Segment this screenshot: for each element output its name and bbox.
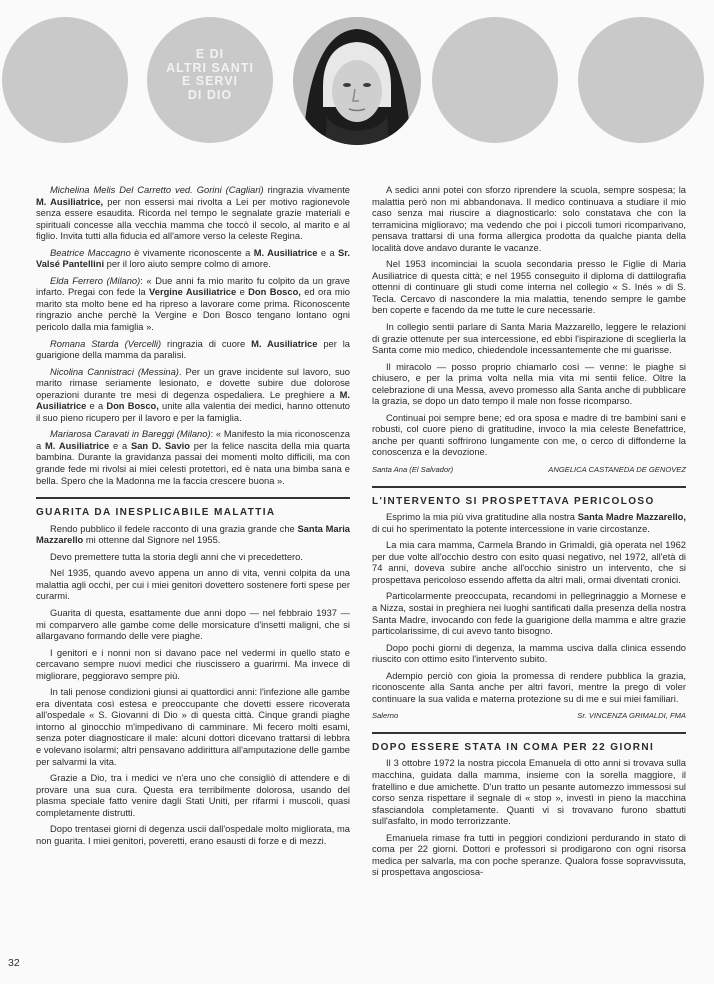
article-paragraph: Il 3 ottobre 1972 la nostra piccola Emanuela di otto anni si trovava sulla macchina, guidata dalla mamma, insieme con la sorella maggiore, il fratellino e due amichette. D'un tratto un pesante automezzo immessosi sul corso senza rispettare il segnale di « stop », investì in pieno la macchina sfasciandola completamente. Quanti vi si trovavano furono sbattuti sull'asfalto, in modo terrorizzante. [372,758,686,827]
article-paragraph: Continuai poi sempre bene; ed ora sposa e madre di tre bambini sani e robusti, col cuore pieno di gratitudine, invoco la mia celeste Benefattrice, anche per quanti soffrirono lungamente con me, o cerco di diffonderne la conoscenza e la devozione. [372,412,686,458]
article-paragraph: In collegio sentii parlare di Santa Maria Mazzarello, leggere le relazioni di grazie ottenute per sua intercessione, ed ebbi l'ispirazione di sceglierla la Santa come mio medico, chiedendole incessantemente che mi guarisse. [372,322,686,356]
left-column [36,185,350,852]
article-paragraph: Adempio perciò con gioia la promessa di rendere pubblica la grazia, riconoscente alla Santa anche per altri favori, mentre la prego di voler continuare la sua valida e materna protezione su di me e sui miei familiari. [372,670,686,704]
article-paragraph: In tali penose condizioni giunsi ai quattordici anni: l'infezione alle gambe era diventata così estesa e preoccupante che dovetti essere ricoverata all'ospedale « S. Giovanni di Dio » di questa città. Cinque grandi piaghe intorno al ginocchio m'impedivano di camminare. Mi fecero molti esami, senza poter diagnosticare il male: alcuni dottori dicevano trattarsi di lebbra e volevano isolarmi; altri pensavano addirittura all'amputazione delle gambe per salvarmi la vita. [36,687,350,767]
section-title-line: DI DIO [187,87,233,102]
signature-name: Sr. VINCENZA GRIMALDI, FMA [577,711,686,721]
testimony-paragraph: Nicolina Cannistraci (Messina). Per un grave incidente sul lavoro, suo marito rimase seriamente lesionato, e dovette subire due dolorose operazioni durante tre mesi di degenza ospedaliera. Le preghiere a M. Ausiliatrice e a Don Bosco, unite alla valentia dei medici, hanno ottenuto il suo pieno ricupero per il lavoro e per la famiglia. [36,366,351,423]
article-paragraph: Devo premettere tutta la storia degli anni che vi precedettero. [50,551,303,562]
right-column [372,185,686,884]
section-title [147,48,273,102]
article-heading: L'INTERVENTO SI PROSPETTAVA PERICOLOSO [372,495,655,507]
signature-place: Salerno [372,711,399,721]
decorative-circle [2,17,128,143]
section-divider [372,486,686,488]
article-paragraph: Rendo pubblico il fedele racconto di una grazia grande che Santa Maria Mazzarello mi ottenne dal Signore nel 1955. [36,523,351,546]
article-paragraph: Il miracolo — posso proprio chiamarlo così — venne: le piaghe si chiusero, e per la prima volta nella mia vita mi sentii felice. Oltre la celebrazione di una Messa, avevo promesso alla Santa anche di pubblicare la grazia, se dopo un dato tempo il male non fosse ricomparso. [372,361,686,407]
testimony-paragraph: Mariarosa Caravati in Bareggi (Milano): « Manifesto la mia riconoscenza a M. Ausiliatrice e a San D. Savio per la felice nascita della mia quarta bambina. Durante la gravidanza passai dei momenti molto difficili, ma con grande fede mi rivolsi ai miei celesti protettori, ed è nata una bimba sana e bella. Spero che la Madonna me la faccia crescere buona ». [36,429,350,486]
article-heading: DOPO ESSERE STATA IN COMA PER 22 GIORNI [372,741,655,753]
article-paragraph: Particolarmente preoccupata, recandomi in pellegrinaggio a Mornese e a Nizza, sostai in preghiera nei luoghi santificati dalla presenza della nostra Santa Madre, invocando con fede la guarigione della mamma e altre grazie particolarissime, di cui avevo tanto bisogno. [372,591,686,637]
page-number: 32 [8,957,20,969]
article-paragraph: Dopo trentasei giorni di degenza uscii dall'ospedale molto migliorata, ma non guarita. I miei genitori, poveretti, erano esausti di forze e di mezzi. [36,824,350,846]
section-title-line: E DI [195,47,225,61]
article-paragraph: Emanuela rimase fra tutti in peggiori condizioni perdurando in stato di coma per 22 giorni. Dottori e professori si prodigarono con ogni risorsa medica per salvarla, ma con poche speranze. Qualora fosse sopravvissuta, si prospettava angosciosa- [372,832,686,878]
signature-name: ANGELICA CASTANEDA DE GENOVEZ [548,465,686,475]
article-paragraph: Dopo pochi giorni di degenza, la mamma usciva dalla clinica essendo riuscito con ottimo esito l'intervento subito. [372,642,686,665]
article-paragraph: I genitori e i nonni non si davano pace nel vedermi in quello stato e cercavano sempre nuovi medici che riuscissero a guarirmi. Ma invece di migliorare, peggioravo sempre più. [36,647,350,681]
decorative-circle [432,17,558,143]
article-heading: GUARITA DA INESPLICABILE MALATTIA [36,507,276,519]
article-paragraph: Nel 1935, quando avevo appena un anno di vita, venni colpita da una malattia agli occhi, per cui i miei genitori dovettero sostenere forti spese per curarmi. [36,568,350,602]
article-paragraph: A sedici anni potei con sforzo riprendere la scuola, sempre sospesa; la malattia però non mi abbandonava. Il medico continuava a studiare il mio caso senza mai riuscire a diagnosticarlo: solo constatava che con la terramicina miglioravo; ma vedendo che poi i piccoli tumori ricomparivano, pensava trattarsi di una forma allergica prodotta da qualche pianta della località dove andavo durante le vacanze. [372,185,686,253]
section-title-line: ALTRI SANTI [166,60,254,75]
article-paragraph: Esprimo la mia più viva gratitudine alla nostra Santa Madre Mazzarello, di cui ho sperimentato la potente intercessione in varie circostanze. [372,512,686,534]
article-paragraph: Guarita di questa, esattamente due anni dopo — nel febbraio 1937 — mi comparvero alle gambe come delle morsicature d'insetti maligni, che si allargavano formando delle vere piaghe. [36,607,350,642]
testimony-paragraph: Romana Starda (Vercelli) ringrazia di cuore M. Ausiliatrice per la guarigione della mamma da paralisi. [36,338,350,361]
section-title-line: E SERVI [181,74,239,88]
article-paragraph: La mia cara mamma, Carmela Brando in Grimaldi, già operata nel 1962 per due volte all'occhio destro con esito quasi negativo, nel 1972, all'età di 74 anni, doveva subire anche all'occhio sinistro un intervento, che si prospettava pericoloso essendo affetta da altri mali, ormai diventati cronici. [372,540,686,585]
testimony-paragraph: Michelina Melis Del Carretto ved. Gorini (Cagliari) ringrazia vivamente M. Ausiliatrice, per non essersi mai rivolta a Lei per motivo ragionevole senza essere esaudita. Ricorda nel tempo le segnalate grazie materiali e spirituali concesse alla vecchia mamma che toccò il secolo, al marito e al figlio. Invita tutti alla fiducia ed all'amore verso la celeste Regina. [36,185,350,242]
section-divider [36,497,350,499]
article-paragraph: Nel 1953 incominciai la scuola secondaria presso le Figlie di Maria Ausiliatrice di questa città; e nel 1955 conseguito il diploma di dattilografia ottenni di continuare gli studi come interna nel collegio « S. Inés » di S. Tecla. Cercavo di nascondere la mia malattia, tenendo sempre le gambe ben coperte e facendo da me tutte le cure necessarie. [372,259,686,316]
signature [372,710,686,722]
testimony-paragraph: Elda Ferrero (Milano): « Due anni fa mio marito fu colpito da un grave infarto. Pregai con fede la Vergine Ausiliatrice e Don Bosco, ed ora mio marito sta molto bene ed ha ripreso a lavorare come prima. Riconoscente ringrazio anche perchè la Vergine e Don Bosco tengano lontano ogni pericolo dalla mia famiglia ». [36,275,350,333]
signature-place: Santa Ana (El Salvador) [372,465,454,475]
article-paragraph: Grazie a Dio, tra i medici ve n'era uno che consigliò di attendere e di provare una sua cura. Questa era terribilmente dolorosa, usando del plasma speciale fatto venire dagli Stati Uniti, per rifarmi i muscoli, quasi completamente distrutti. [36,773,350,818]
nun-portrait [293,17,421,145]
section-divider [372,732,686,734]
testimony-paragraph: Beatrice Maccagno è vivamente riconoscente a M. Ausiliatrice e a Sr. Valsé Pantellini per il loro aiuto sempre colmo di amore. [36,247,350,270]
decorative-circle [578,17,704,143]
signature [372,464,686,476]
